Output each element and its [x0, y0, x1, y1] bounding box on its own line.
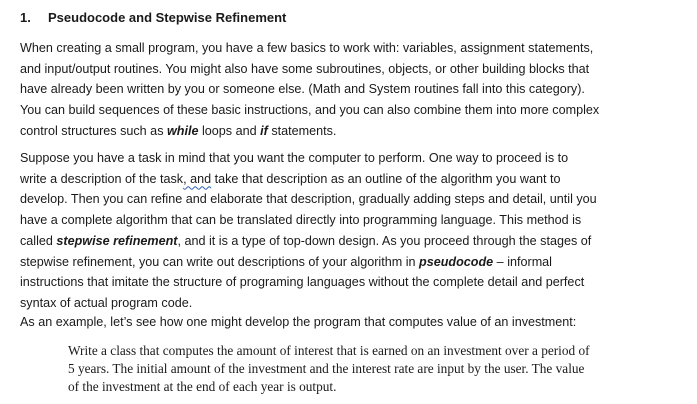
grammar-flag[interactable]: , and	[183, 171, 212, 186]
text-run: write a description of the task	[20, 171, 184, 186]
paragraph-line: You can build sequences of these basic instructions, and you can also combine them into more complex	[20, 103, 600, 118]
paragraph-line: instructions that imitate the structure of programing languages without the complete detail and perfect	[20, 275, 585, 290]
paragraph-basics	[20, 38, 680, 142]
text-run: loops and	[198, 123, 261, 138]
paragraph-line: and input/output routines. You might also have some subroutines, objects, or other building blocks that	[20, 61, 590, 76]
text-run: statements.	[267, 123, 337, 138]
section-title: Pseudocode and Stepwise Refinement	[48, 10, 287, 25]
term-stepwise-refinement: stepwise refinement	[56, 233, 178, 248]
example-problem-quote	[68, 342, 668, 396]
paragraph-line: have already been written by you or someone else. (Math and System routines fall into this category).	[20, 82, 585, 97]
text-run: stepwise refinement, you can write out descriptions of your algorithm in	[20, 254, 419, 269]
paragraph-stepwise-refinement	[20, 148, 680, 314]
paragraph-line: develop. Then you can refine and elaborate that description, gradually adding steps and detail, until you	[20, 192, 597, 207]
paragraph-line: As an example, let’s see how one might develop the program that computes value of an investment:	[20, 315, 577, 329]
keyword-if: if	[260, 123, 268, 138]
paragraph-line: Suppose you have a task in mind that you want the computer to perform. One way to proceed is to	[20, 151, 569, 165]
section-number: 1.	[20, 10, 31, 25]
paragraph-line	[20, 169, 680, 190]
section-heading	[20, 8, 286, 28]
text-run: called	[20, 233, 57, 248]
text-run: take that description as an outline of the algorithm you want to	[211, 171, 561, 186]
quote-line: of the investment at the end of each year is output.	[68, 379, 337, 394]
text-run: control structures such as	[20, 123, 167, 138]
text-run: – informal	[493, 254, 552, 269]
paragraph-line	[20, 231, 680, 252]
paragraph-line: When creating a small program, you have a few basics to work with: variables, assignment statements,	[20, 41, 594, 55]
paragraph-example-intro	[20, 312, 680, 333]
term-pseudocode: pseudocode	[419, 254, 494, 269]
quote-line: 5 years. The initial amount of the investment and the interest rate are input by the user. The value	[68, 361, 585, 376]
paragraph-line	[20, 252, 680, 273]
keyword-while: while	[167, 123, 199, 138]
paragraph-line: have a complete algorithm that can be translated directly into programming language. This method is	[20, 213, 582, 228]
paragraph-line: syntax of actual program code.	[20, 295, 193, 310]
quote-line: Write a class that computes the amount of interest that is earned on an investment over a period of	[68, 343, 590, 358]
paragraph-line	[20, 121, 680, 142]
text-run: , and it is a type of top-down design. As you proceed through the stages of	[177, 233, 592, 248]
